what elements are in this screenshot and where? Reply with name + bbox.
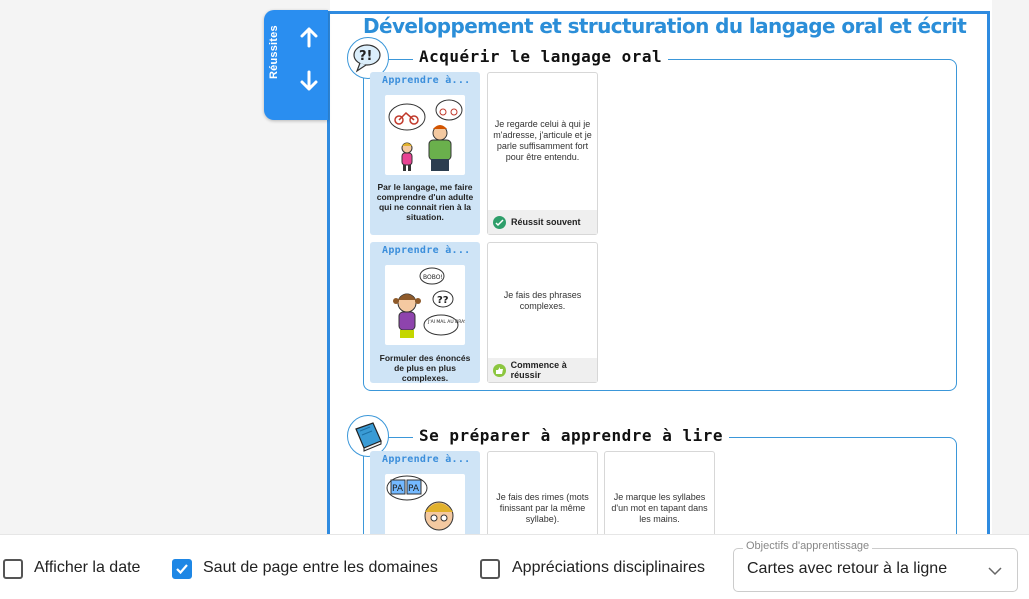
appreciations-checkbox[interactable] — [480, 559, 500, 579]
skill-card — [604, 451, 715, 541]
skill-text: Je marque les syllabes d'un mot en tapant dans les mains. — [611, 492, 708, 524]
page-break-label[interactable]: Saut de page entre les domaines — [203, 559, 438, 576]
learning-card — [370, 242, 480, 383]
section-title-oral-language: Acquérir le langage oral — [413, 47, 668, 66]
print-options-bar — [0, 534, 1029, 599]
show-date-checkbox[interactable] — [3, 559, 23, 579]
select-legend: Objectifs d'apprentissage — [743, 540, 872, 552]
chevron-down-icon — [987, 563, 1003, 579]
reussites-nav-tab — [264, 10, 328, 120]
bubble-text: BOBO! — [423, 274, 443, 281]
domain-title: Développement et structuration du langage oral et écrit — [363, 14, 967, 38]
show-date-label[interactable]: Afficher la date — [34, 559, 141, 576]
card-header: Apprendre à... — [382, 245, 471, 256]
skill-card — [487, 242, 598, 383]
skill-card — [487, 451, 598, 541]
bubble-text: ?? — [437, 295, 449, 306]
card-header: Apprendre à... — [382, 454, 471, 465]
arrow-up-icon — [299, 26, 319, 48]
card-header: Apprendre à... — [382, 75, 471, 86]
appreciations-label[interactable]: Appréciations disciplinaires — [512, 559, 705, 576]
learning-card — [370, 72, 480, 235]
thumbs-up-icon — [493, 364, 506, 377]
skill-text: Je regarde celui à qui je m'adresse, j'articule et je parle suffisamment fort pour être entendu. — [493, 119, 592, 162]
nav-tab-label: Réussites — [268, 25, 280, 79]
skill-text: Je fais des phrases complexes. — [503, 290, 582, 311]
status-success-often — [488, 210, 597, 234]
bubble-text: PA — [392, 484, 404, 494]
card-caption: Formuler des énoncés de plus en plus complexes. — [379, 353, 471, 383]
skill-card — [487, 72, 598, 235]
check-circle-icon — [493, 216, 506, 229]
arrow-down-icon — [299, 70, 319, 92]
learning-objectives-select[interactable] — [733, 540, 1018, 592]
status-label: Réussit souvent — [511, 217, 581, 227]
status-beginning-success — [488, 358, 597, 382]
arrow-down-button[interactable] — [294, 66, 324, 96]
learning-card — [370, 451, 480, 541]
illustration-girl-speaking — [385, 265, 465, 345]
svg-text:?!: ?! — [359, 49, 373, 64]
bubble-text: J'AI MAL AU BRAS! — [428, 320, 465, 325]
select-value: Cartes avec retour à la ligne — [747, 560, 948, 577]
checkmark-icon — [174, 561, 190, 577]
arrow-up-button[interactable] — [294, 22, 324, 52]
status-label: Commence à réussir — [510, 360, 567, 380]
page-break-checkbox[interactable] — [172, 559, 192, 579]
card-caption: Par le langage, me faire comprendre d'un adulte qui ne connait rien à la situation. — [376, 182, 474, 222]
illustration-adult-child — [385, 95, 465, 175]
bubble-text: PA — [408, 484, 420, 494]
skill-text: Je fais des rimes (mots finissant par la même syllabe). — [496, 492, 589, 524]
section-title-prepare-reading: Se préparer à apprendre à lire — [413, 426, 729, 445]
